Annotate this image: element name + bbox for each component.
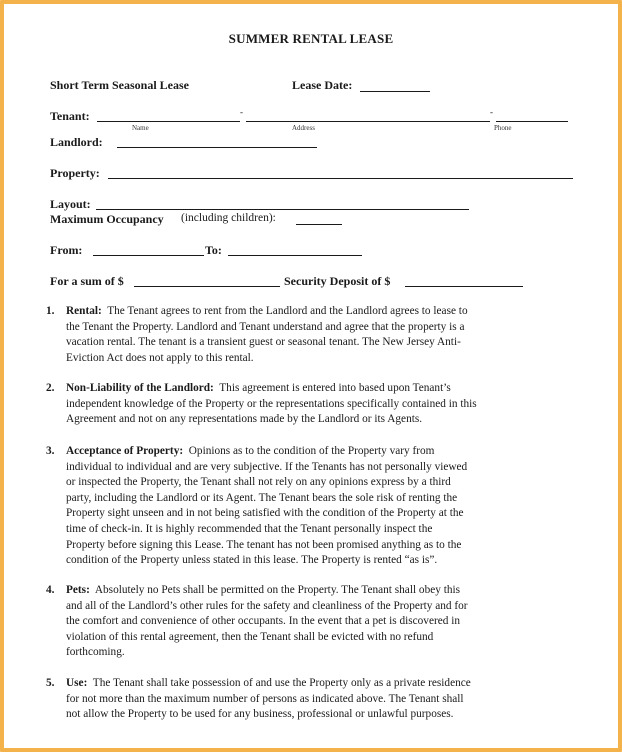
dash-separator: - bbox=[490, 107, 493, 117]
tenant-label: Tenant: bbox=[50, 109, 90, 123]
short-term-label: Short Term Seasonal Lease bbox=[50, 78, 190, 92]
section-line: condition of the Property unless stated in this lease. The Property is rented “as is”. bbox=[66, 554, 438, 567]
lease-date-label: Lease Date: bbox=[292, 78, 353, 92]
section-line: the comfort and convenience of other occupants. In the event that a pet is discovered in bbox=[66, 615, 460, 628]
deposit-field[interactable] bbox=[405, 274, 523, 287]
section-line: Property before signing this Lease. The tenant has not been promised anything as to the bbox=[66, 538, 462, 551]
max-occupancy-label: Maximum Occupancy bbox=[50, 212, 164, 226]
section-pets bbox=[46, 583, 586, 661]
section-number: 5. bbox=[46, 677, 55, 689]
section-heading: Pets: bbox=[66, 584, 90, 596]
section-line: Eviction Act does not apply to this rental. bbox=[66, 351, 254, 364]
section-number: 4. bbox=[46, 584, 55, 596]
section-line: Property sight unseen and in not being satisfied with the condition of the Property at the bbox=[66, 507, 464, 520]
section-number: 3. bbox=[46, 445, 55, 457]
section-heading: Rental: bbox=[66, 305, 102, 317]
tenant-name-field[interactable] bbox=[97, 109, 240, 122]
section-line: party, including the Landlord or its Agent. The Tenant bears the sole risk of renting the bbox=[66, 491, 458, 504]
from-label: From: bbox=[50, 243, 83, 257]
tenant-phone-caption: Phone bbox=[494, 124, 512, 132]
section-line: for not more than the maximum number of persons as indicated above. The Tenant shall bbox=[66, 692, 464, 705]
section-line: forthcoming. bbox=[66, 646, 125, 659]
max-occupancy-field[interactable] bbox=[296, 212, 342, 225]
layout-field[interactable] bbox=[96, 197, 469, 210]
document-title: SUMMER RENTAL LEASE bbox=[228, 31, 394, 46]
section-line: Non-Liability of the Landlord: This agreement is entered into based upon Tenant’s bbox=[66, 382, 451, 394]
section-line: time of check-in. It is highly recommended that the Tenant personally inspect the bbox=[66, 522, 433, 535]
dash-separator: - bbox=[240, 107, 243, 117]
property-field[interactable] bbox=[108, 166, 573, 179]
max-occupancy-note: (including children): bbox=[181, 212, 276, 224]
section-line: Pets: Absolutely no Pets shall be permitted on the Property. The Tenant shall obey this bbox=[66, 584, 461, 596]
section-line: Acceptance of Property: Opinions as to the condition of the Property vary from bbox=[66, 445, 435, 457]
property-label: Property: bbox=[50, 166, 100, 180]
tenant-name-caption: Name bbox=[132, 124, 149, 132]
section-acceptance bbox=[46, 444, 586, 569]
tenant-address-field[interactable] bbox=[246, 109, 490, 122]
landlord-field[interactable] bbox=[117, 135, 317, 148]
section-rental bbox=[46, 304, 586, 366]
section-use bbox=[46, 676, 586, 723]
section-line: violation of this rental agreement, then the Tenant shall be evicted with no refund bbox=[66, 630, 434, 643]
to-field[interactable] bbox=[228, 243, 362, 256]
section-number: 2. bbox=[46, 382, 55, 394]
section-line: and all of the Landlord’s other rules for the safety and cleanliness of the Property and for bbox=[66, 599, 468, 612]
lease-date-field[interactable] bbox=[360, 79, 430, 92]
section-non-liability bbox=[46, 381, 586, 428]
deposit-label: Security Deposit of $ bbox=[284, 274, 391, 288]
section-line: individual to individual and are very subjective. If the Tenants has not personally viewed bbox=[66, 460, 468, 473]
section-line: independent knowledge of the Property or the representations specifically contained in this bbox=[66, 397, 477, 410]
section-number: 1. bbox=[46, 305, 55, 317]
section-line: vacation rental. The tenant is a transient guest or seasonal tenant. The New Jersey Anti- bbox=[66, 336, 461, 349]
section-heading: Non-Liability of the Landlord: bbox=[66, 382, 214, 394]
section-line: or inspected the Property, the Tenant shall not rely on any opinions express by a third bbox=[66, 476, 451, 489]
tenant-address-caption: Address bbox=[292, 124, 315, 132]
section-line: Rental: The Tenant agrees to rent from the Landlord and the Landlord agrees to lease to bbox=[66, 305, 468, 317]
section-line: the Tenant the Property. Landlord and Tenant understand and agree that the property is a bbox=[66, 320, 465, 333]
layout-label: Layout: bbox=[50, 197, 91, 211]
section-heading: Use: bbox=[66, 677, 88, 689]
sum-label: For a sum of $ bbox=[50, 274, 124, 288]
tenant-phone-field[interactable] bbox=[496, 109, 568, 122]
sum-field[interactable] bbox=[134, 274, 280, 287]
section-line: not allow the Property to be used for any business, professional or unlawful purposes. bbox=[66, 708, 454, 721]
section-line: Agreement and not on any representations made by the Landlord or its Agents. bbox=[66, 413, 423, 426]
to-label: To: bbox=[205, 243, 222, 257]
section-heading: Acceptance of Property: bbox=[66, 445, 184, 457]
from-field[interactable] bbox=[93, 243, 204, 256]
landlord-label: Landlord: bbox=[50, 135, 103, 149]
section-line: Use: The Tenant shall take possession of and use the Property only as a private residence bbox=[66, 677, 471, 689]
